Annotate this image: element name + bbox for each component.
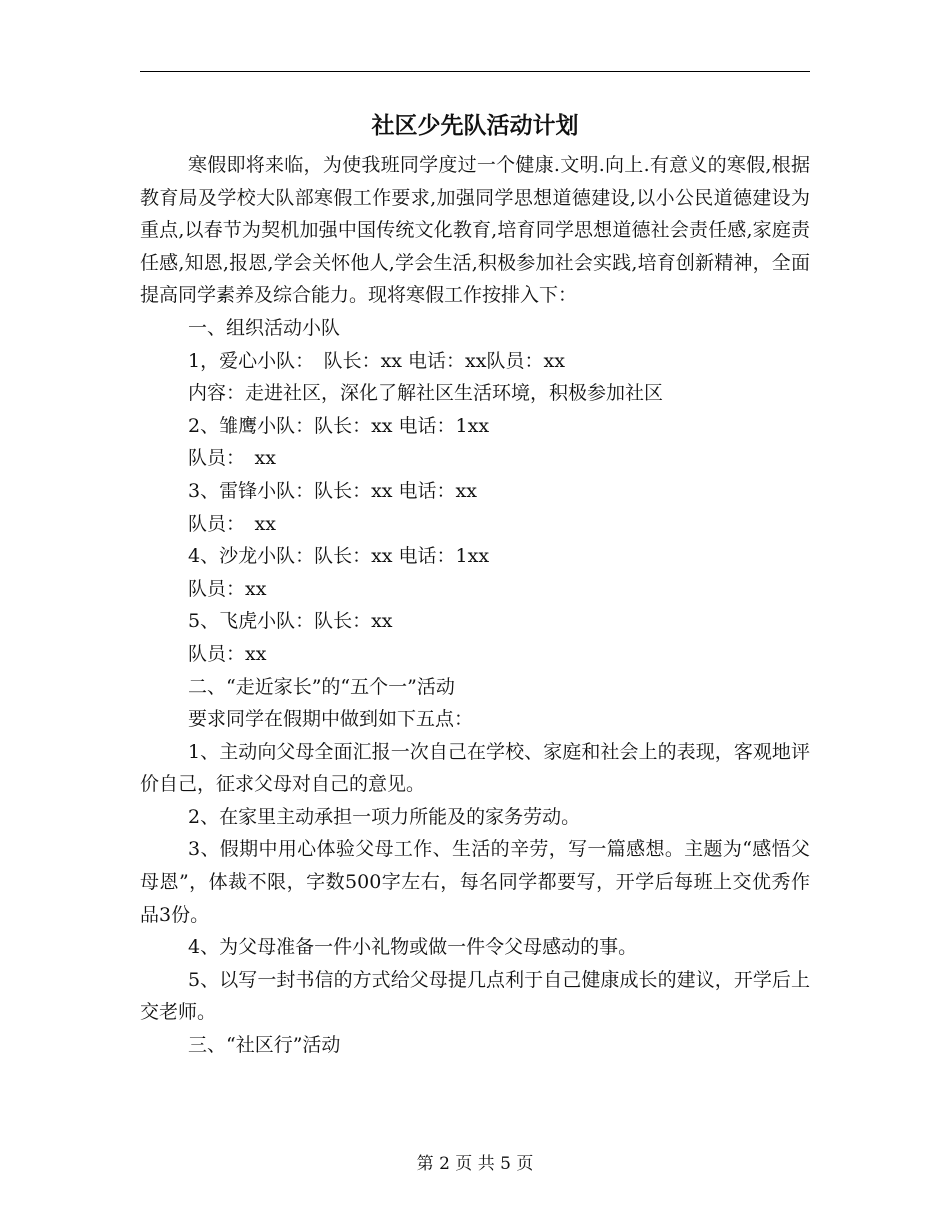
paragraph: 寒假即将来临，为使我班同学度过一个健康.文明.向上.有意义的寒假,根据教育局及学校大队部寒假工作要求,加强同学思想道德建设,以小公民道德建设为重点,以春节为契机加强中国传统文化教育,培育同学思想道德社会责任感,家庭责任感,知恩,报恩,学会关怀他人,学会生活,积极参加社会实践,培育创新精神，全面提高同学素养及综合能力。现将寒假工作按排入下： — [140, 154, 810, 307]
paragraph: 1，爱心小队： 队长：xx 电话：xx队员：xx — [188, 349, 565, 372]
section-heading: 一、组织活动小队 — [188, 316, 341, 339]
document-title: 社区少先队活动计划 — [371, 113, 579, 139]
paragraph: 要求同学在假期中做到如下五点： — [188, 708, 474, 731]
header-rule — [140, 71, 810, 72]
paragraph: 2、雏鹰小队：队长：xx 电话：1xx — [188, 414, 490, 437]
paragraph: 5、以写一封书信的方式给父母提几点利于自己健康成长的建议，开学后上交老师。 — [140, 968, 810, 1024]
paragraph: 队员： xx — [188, 447, 276, 470]
paragraph: 4、沙龙小队：队长：xx 电话：1xx — [188, 545, 490, 568]
section-heading: 二、“走近家长”的“五个一”活动 — [188, 675, 455, 698]
section-heading: 三、“社区行”活动 — [188, 1034, 341, 1057]
document-body — [140, 149, 810, 1062]
paragraph: 队员：xx — [188, 577, 267, 600]
page-footer: 第 2 页 共 5 页 — [416, 1154, 534, 1174]
paragraph: 队员： xx — [188, 512, 276, 535]
paragraph: 1、主动向父母全面汇报一次自己在学校、家庭和社会上的表现，客观地评价自己，征求父母对自己的意见。 — [140, 740, 810, 796]
paragraph: 5、飞虎小队：队长：xx — [188, 610, 393, 633]
paragraph: 4、为父母准备一件小礼物或做一件令父母感动的事。 — [188, 936, 638, 959]
paragraph: 3、雷锋小队：队长：xx 电话：xx — [188, 479, 477, 502]
paragraph: 内容：走进社区，深化了解社区生活环境，积极参加社区 — [188, 382, 664, 405]
paragraph: 3、假期中用心体验父母工作、生活的辛劳，写一篇感想。主题为“感悟父母恩”，体裁不限，字数500字左右，每名同学都要写，开学后每班上交优秀作品3份。 — [140, 838, 810, 926]
paragraph: 2、在家里主动承担一项力所能及的家务劳动。 — [188, 805, 581, 828]
paragraph: 队员：xx — [188, 642, 267, 665]
